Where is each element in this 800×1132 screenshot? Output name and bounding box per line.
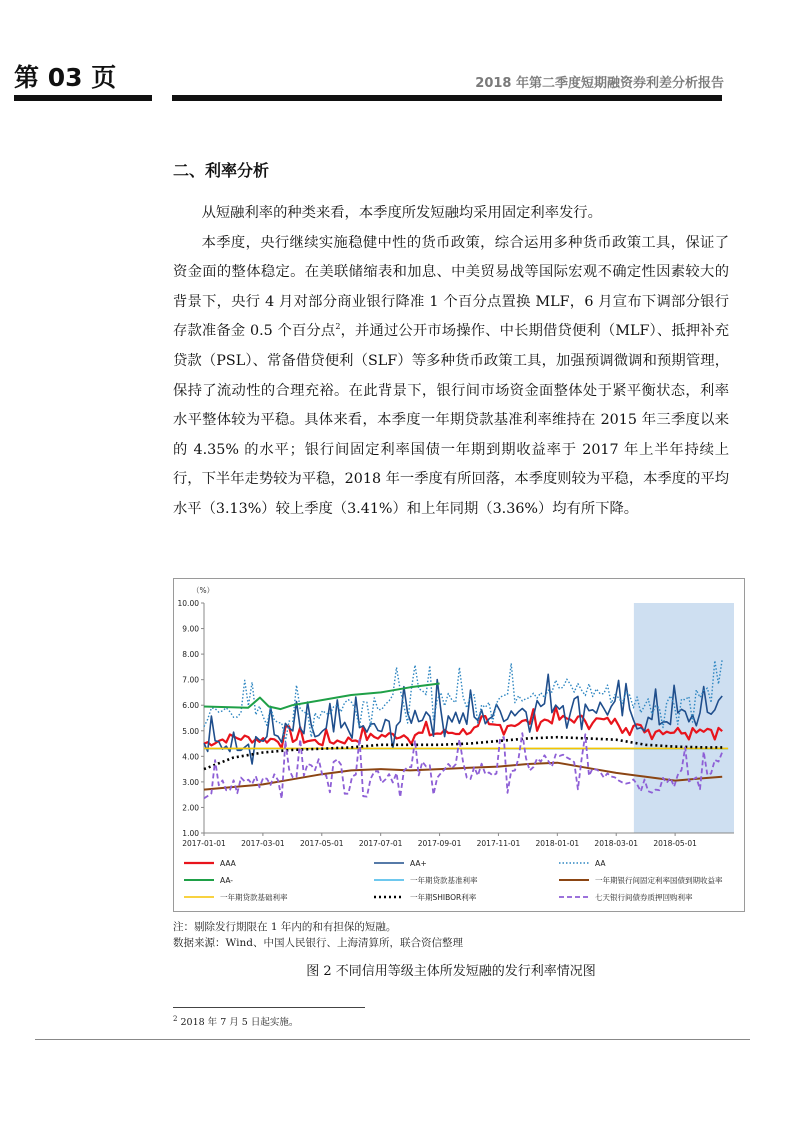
footnote-text: 2018 年 7 月 5 日起实施。 [177,1017,299,1028]
chart-note: 注：剔除发行期限在 1 年内的和有担保的短融。 [173,921,397,933]
x-tick-label: 2017-05-01 [299,839,344,848]
footnote-marker: 2 [173,1014,178,1023]
y-tick-label: 3.00 [182,777,199,787]
header-rule-left [14,95,152,101]
rate-chart-svg [174,579,744,911]
legend-label: 一年期贷款基础利率 [220,893,288,902]
paragraph-2-part-1: 本季度，央行继续实施稳健中性的货币政策，综合运用多种货币政策工具，保证了资金面的整体稳定。在美联储缩表和加息、中美贸易战等国际宏观不确定性因素较大的背景下，央行 4 月对部分商业银行降准 1 个百分点置换 MLF，6 月宣布下调部分银行存款准备金 0.5 个百分点 [173,234,729,340]
y-tick-label: 4.00 [182,752,199,762]
legend-label: 一年期银行间固定利率国债到期收益率 [595,876,723,885]
y-tick-label: 1.00 [182,829,199,838]
x-tick-label: 2017-01-01 [182,839,226,848]
rate-chart [173,578,745,912]
page-number: 第 03 页 [14,63,117,92]
legend-label: AA [595,859,606,868]
header-rule-right [172,95,722,101]
x-tick-label: 2017-07-01 [358,839,403,848]
footnote-rule [173,1007,365,1008]
y-tick-label: 7.00 [182,675,199,685]
legend-label: AAA [220,859,236,868]
x-tick-label: 2018-03-01 [594,839,639,848]
legend-label: 一年期SHIBOR利率 [410,893,477,902]
x-tick-label: 2018-01-01 [535,839,580,848]
x-tick-label: 2018-05-01 [653,839,697,848]
section-heading: 二、利率分析 [173,161,270,180]
chart-source: 数据来源：Wind、中国人民银行、上海清算所，联合资信整理 [173,937,463,949]
report-title: 2018 年第二季度短期融资券利差分析报告 [475,76,724,91]
paragraph-2 [173,229,729,525]
bottom-rule [35,1039,750,1040]
legend-label: 一年期贷款基准利率 [410,876,478,885]
y-tick-label: 2.00 [182,803,199,813]
y-tick-label: 5.00 [182,726,199,736]
footnote-ref[interactable]: 2 [335,322,341,332]
y-tick-label: 6.00 [182,701,199,711]
x-tick-label: 2017-09-01 [417,839,462,848]
y-unit-label: （%） [192,586,215,595]
paragraph-2-part-2: ，并通过公开市场操作、中长期借贷便利（MLF）、抵押补充贷款（PSL）、常备借贷便利（SLF）等多种货币政策工具，加强预调微调和预期管理，保持了流动性的合理充裕。在此背景下，银行间市场资金面整体处于紧平衡状态，利率水平整体较为平稳。具体来看，本季度一年期贷款基准利率维持在 2015 年三季度以来的 4.35% 的水平；银行间固定利率国债一年期到期收益率于 2017 年上半年持续上行，下半年走势较为平稳，2018 年一季度有所回落，本季度则较为平稳，本季度的平均水平（3.13%）较上季度（3.41%）和上年同期（3.36%）均有所下降。 [173,323,729,517]
y-tick-label: 10.00 [177,599,199,608]
body-text [173,199,729,525]
figure-caption: 图 2 不同信用等级主体所发短融的发行利率情况图 [306,964,596,979]
y-tick-label: 8.00 [182,650,199,660]
x-tick-label: 2017-03-01 [241,839,285,848]
legend-label: AA- [220,876,234,885]
chart-notes [173,919,463,951]
legend-label: 七天银行间债券质押回购利率 [595,893,693,902]
footnote [173,1014,298,1028]
legend-label: AA+ [410,859,427,868]
y-tick-label: 9.00 [182,624,199,634]
x-tick-label: 2017-11-01 [476,839,521,848]
paragraph-1: 从短融利率的种类来看，本季度所发短融均采用固定利率发行。 [201,205,602,221]
